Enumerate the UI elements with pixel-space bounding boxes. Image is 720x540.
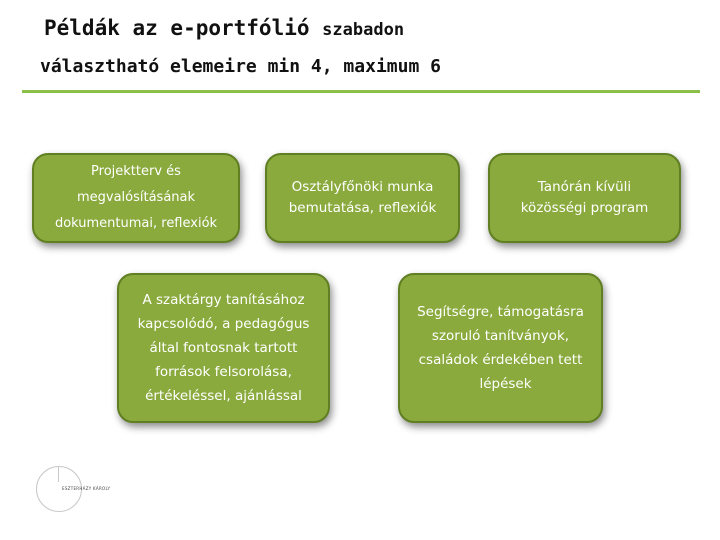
box-text-line: dokumentumai, reflexiók (54, 216, 218, 231)
logo-text: ESZTERHÁZY KÁROLY (62, 486, 111, 491)
box-text-line: Projektterv és (91, 164, 181, 179)
box-osztalyfonoki (265, 153, 460, 243)
box-text-line: kapcsolódó, a pedagógus (137, 316, 310, 332)
box-projektterv (32, 153, 240, 243)
box-text-line: közösségi program (520, 200, 649, 216)
slide-title-line1 (44, 16, 404, 40)
title-main: Példák az e-portfólió (44, 16, 310, 40)
box-text-line: Osztályfőnöki munka (291, 179, 434, 195)
box-text-line: által fontosnak tartott (149, 340, 298, 356)
title-tail: szabadon (322, 20, 405, 40)
box-text-line: források felsorolása, (155, 364, 292, 380)
box-szaktargy (117, 273, 330, 423)
slide-title-line2: választható elemeire min 4, maximum 6 (40, 56, 441, 77)
box-text-line: lépések (479, 376, 532, 392)
box-text-line: bemutatása, reflexiók (288, 200, 437, 216)
box-text-line: A szaktárgy tanításához (142, 292, 305, 308)
title-divider (22, 90, 700, 93)
box-text-line: családok érdekében tett (418, 352, 583, 368)
box-text-line: Tanórán kívüli (537, 179, 632, 195)
logo-divider (58, 466, 59, 482)
box-tanoran-kivuli (488, 153, 681, 243)
box-text-line: értékeléssel, ajánlással (145, 388, 302, 404)
box-text-line: megvalósításának (76, 190, 196, 205)
box-segitsegre (398, 273, 603, 423)
box-text-line: Segítségre, támogatásra (417, 304, 584, 320)
box-text-line: szoruló tanítványok, (431, 328, 570, 344)
